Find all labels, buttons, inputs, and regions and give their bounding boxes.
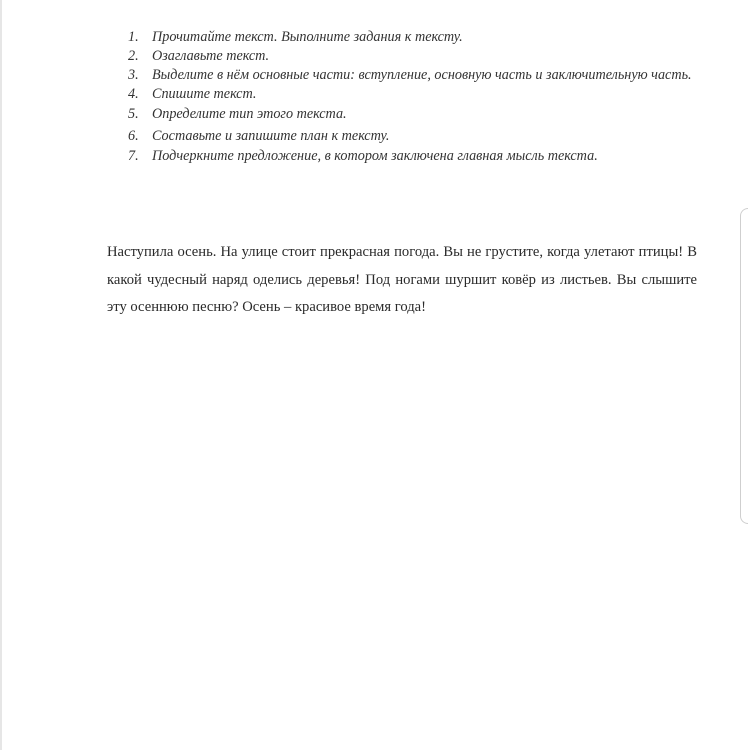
task-text: Озаглавьте текст. xyxy=(152,48,270,64)
task-number: 3. xyxy=(128,67,139,83)
task-number: 2. xyxy=(128,48,139,64)
task-item-1 xyxy=(108,28,698,47)
task-item-5 xyxy=(108,105,698,124)
side-panel-handle[interactable] xyxy=(740,208,748,524)
page-left-edge xyxy=(0,0,2,750)
task-text: Спишите текст. xyxy=(152,86,257,102)
task-list xyxy=(108,28,698,166)
task-text: Выделите в нём основные части: вступление, основную часть и заключительную часть. xyxy=(152,67,692,83)
task-number: 1. xyxy=(128,29,139,45)
task-item-7 xyxy=(108,147,698,166)
task-number: 4. xyxy=(128,86,139,102)
task-item-2 xyxy=(108,47,698,66)
task-number: 6. xyxy=(128,128,139,144)
task-item-6 xyxy=(108,127,698,146)
task-text: Прочитайте текст. Выполните задания к тексту. xyxy=(152,29,463,45)
task-number: 5. xyxy=(128,106,139,122)
task-item-4 xyxy=(108,85,698,104)
task-text: Подчеркните предложение, в котором заключена главная мысль текста. xyxy=(152,148,598,164)
task-text: Определите тип этого текста. xyxy=(152,106,347,122)
task-item-3 xyxy=(108,66,698,85)
body-text-paragraph: Наступила осень. На улице стоит прекрасная погода. Вы не грустите, когда улетают птицы! В какой чудесный наряд оделись деревья! Под ногами шуршит ковёр из листьев. Вы слышите эту осеннюю песню? Осень – красивое время года! xyxy=(107,244,697,315)
task-text: Составьте и запишите план к тексту. xyxy=(152,128,390,144)
task-number: 7. xyxy=(128,148,139,164)
